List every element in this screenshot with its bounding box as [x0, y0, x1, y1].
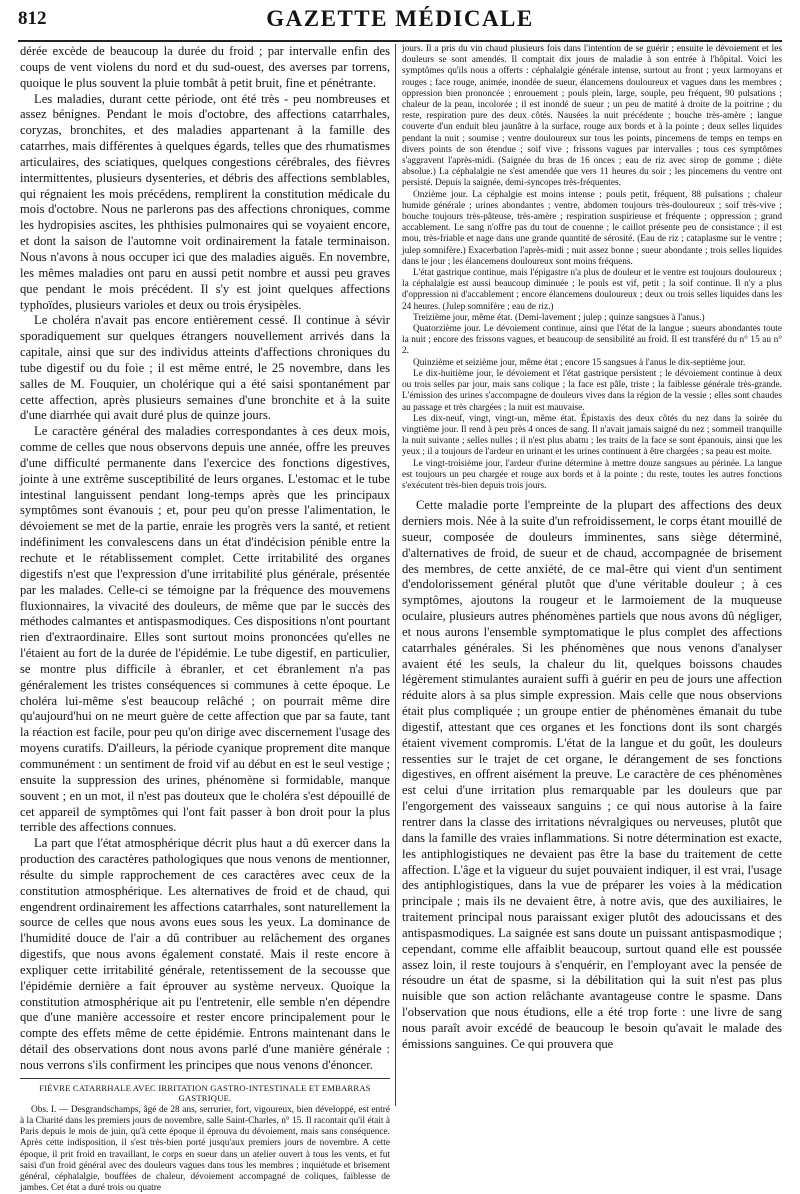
- left-observation: [20, 1105, 390, 1194]
- paragraph-maladies: Les maladies, durant cette période, ont été très - peu nombreuses et assez bénignes. Pendant le mois d'octobre, des affections catarrhales, coryzas, bronchites, et des maladies appartenant à la famille des catarrhes, mais différentes à quelques égards, telles que des rhumatismes articulaires, des sciatiques, quelques congestions cérébrales, des fièvres intermittentes, plusieurs dysenteries, et débris des affections semblables, qui régnaient les mois précédens, remplirent la constitution médicale du mois d'octobre. Nous ne parlerons pas des affections chroniques, comme les hydropisies ascites, les phthisies pulmonaires qui se voyaient encore, et dont la saison de l'automne voit ordinairement la fatale terminaison. Nous n'avons à nous occuper ici que des maladies aiguës. En novembre, les mêmes maladies ont paru en aussi petit nombre et aussi peu graves que pendant le mois précédent. Il s'y est joint quelques affections typhoïdes, plusieurs varioles et deux ou trois érysipèles.: [20, 91, 390, 312]
- day-19-21: Les dix-neuf, vingt, vingt-un, même état. Épistaxis des deux côtés du nez dans la soirée du vingtième jour. Il rend à peu près 4 onces de sang. Il n'avait jamais saigné du nez ; sommeil tranquille la nuit suivante ; selles nulles ; il n'est plus abattu ; les traits de la face se sont épanouis, ainsi que les yeux ; il a toujours de l'ardeur en urinant et les urines continuent à être chargées ; sa peau est moite.: [402, 413, 782, 458]
- right-observation: [402, 44, 782, 492]
- section-heading-line1: FIÈVRE CATARRHALE AVEC IRRITATION GASTRO-INTESTINALE ET EMBARRAS: [39, 1082, 371, 1093]
- day-15-16: Quinzième et seizième jour, même état ; encore 15 sangsues à l'anus le dix-septième jour.: [413, 357, 746, 368]
- header-rule: [18, 40, 782, 42]
- paragraph-commentary: Cette maladie porte l'empreinte de la plupart des affections des deux derniers mois. Née à la suite d'un refroidissement, le corps étant mouillé de sueur, composée de douleurs imminentes, sans siège déterminé, d'alternatives de froid, de sueur et de chaud, accompagnée de brisement des membres, de cette anxiété, de ce mal-être qui vient d'un sentiment d'endolorissement général plutôt que d'une véritable douleur ; à ces symptômes, ajoutons la rougeur et le larmoiement de la muqueuse oculaire, plusieurs autres phénomènes partiels que nous avons dû négliger, et nous aurons l'ensemble symptomatique le plus complet des affections catarrhales générales. Si les phénomènes que nous venons d'analyser avaient été les seuls, la chaleur du lit, quelques boissons chaudes légèrement stimulantes auraient suffi à guérir en peu de jours une affection réduite alors à sa plus simple expression. Mais celle que nous observions était plus compliquée ; un groupe entier de phénomènes émanait du tube digestif, attestant que ces organes et les fonctions dont ils sont chargés étaient vivement compromis. L'état de la langue et du goût, les douleurs ressenties sur le trajet de cet organe, le dérangement de ses fonctions digestives, en offrent aisément la preuve. Le caractère de ces phénomènes est celui d'une irritation plus remarquable par les douleurs que par l'engorgement des vaisseaux sanguins ; ce qui nous autorise à la faire rentrer dans la classe des irritations névralgiques ou nerveuses, plutôt que dans la famille des vraies inflammations. Si notre détermination est exacte, les antiphlogistiques ne devaient pas être la base du traitement de cette affection. L'âge et la vigueur du sujet pouvaient indiquer, il est vrai, l'usage des antiphlogistiques, dans la vue de préparer les voies à la médication principale ; mais ils ne devaient être, à notre avis, que des auxiliaires, le traitement principal nous paraissant exiger plutôt des adoucissans et des antispasmodiques. La saignée est sans doute un puissant antispasmodique ; cependant, comme elle affaiblit beaucoup, surtout quand elle est poussée assez loin, il reste toujours à s'enquérir, en l'employant avec la pensée de résoudre un état de spasme, si la débilitation qui la suit n'est pas plus nuisible que son action relâchante avantageuse contre le spasme. Dans l'observation que nous étudions, elle a été trop forte : une livre de sang nous paraît avoir excédé de beaucoup le besoin qu'avait le malade des émissions sanguines. Ce qui prouvera que: [402, 498, 782, 1051]
- day-11: Onzième jour. La céphalgie est moins intense ; pouls petit, fréquent, 88 pulsations ; chaleur humide générale ; urines abondantes ; ventre, abdomen toujours très-douloureux ; soif très-vive ; bouche toujours très-pâteuse, très-amère ; respiration suspirieuse et fréquente ; oppression ; grand accablement. Le sang n'offre pas du tout de couenne ; le caillot présente peu de consistance ; il est mou, très-friable et nage dans une grande quantité de sérosité. (Eau de riz ; cataplasme sur le ventre ; julep somnifère.) Exacerbation l'après-midi ; nuit assez bonne ; sueur abondante ; trois selles liquides dans le jour ; les élancemens douloureux sont moins fréquens.: [402, 189, 782, 267]
- observation-1: Obs. I. — Desgrandschamps, âgé de 28 ans, serrurier, fort, vigoureux, bien développé, est entré à la Charité dans les premiers jours de novembre, salle Saint-Charles, n° 15. Il racontait qu'il était à Paris depuis le mois de juin, qu'à cette époque il éprouva du dévoiement, mais sans conséquence. Après cette indisposition, il s'est très-bien porté jusqu'aux premiers jours de novembre. A cette époque, il prit froid en travaillant, le corps en sueur dans un atelier ouvert à tous les vents, et fut saisi d'un froid général avec des douleurs vagues dans tous les membres ; inquiétude et brisement général, céphalalgie, bouffées de chaleur, dévoiement accompagné de coliques, faiblesse de jambes. Cet état a duré trois ou quatre: [20, 1104, 390, 1194]
- day-12: L'état gastrique continue, mais l'épigastre n'a plus de douleur et le ventre est toujours douloureux ; la céphalalgie est aussi beaucoup diminuée ; le pouls est vif, petit ; la soif continue. Il n'y a plus d'oppression ni d'accablement ; encore élancemens douloureux ; deux ou trois selles liquides dans les 24 heures. (Julep somnifère ; eau de riz.): [402, 268, 782, 312]
- paragraph-caractere: Le caractère général des maladies correspondantes à ces deux mois, comme de celles que nous observons depuis une année, offre les preuves d'une difficulté permanente dans l'exercice des fonctions digestives, jointe à une extrême susceptibilité de leurs organes. L'estomac et le tube intestinal languissent pendant long-temps après que les principaux symptômes sont évanouis ; et, pour peu qu'on presse l'alimentation, le dévoiement se met de la partie, enraie les progrès vers la santé, et retient indéfiniment les convalescens dans un état d'indécision pénible entre la rechute et le rétablissement complet. Cette irritabilité des organes digestifs n'est que l'expression d'une irritabilité plus générale, présentée par les malades. Celle-ci se témoigne par la fréquence des mouvemens fluxionnaires, la vivacité des douleurs, de même que par le succès des méthodes calmantes et antispasmodiques. Ces dispositions n'ont pourtant rien d'extraordinaire. Elles sont surtout moins prononcées qu'elles ne l'étaient au fort de la durée de l'épidémie. Le tube digestif, en particulier, se montre plus difficile à ébranler, et cet ébranlement n'a pas généralement les tristes conséquences si communes à cette époque. Le choléra lui-même s'est beaucoup relâché ; on pourrait même dire qu'aujourd'hui on ne meurt guère de cette affection que par sa faute, tant la réaction est facile, pour peu qu'on dirige avec discernement l'usage des moyens curatifs. D'ailleurs, la période cyanique proprement dite manque communément : un sentiment de froid vif au début en est le seul vestige ; ensuite la suppression des urines, phénomène si formidable, manque souvent ; en un mot, il n'est pas douteux que le choléra s'est dépouillé de cet appareil de symptômes qui l'ont fait passer à bon droit pour la plus terrible des affections connues.: [20, 424, 390, 835]
- page-number: 812: [18, 8, 47, 29]
- paragraph-atmosphere: La part que l'état atmosphérique décrit plus haut a dû exercer dans la production des caractères pathologiques que nous venons de mentionner, résulte du simple rapprochement de ces caractères avec ceux de la constitution atmosphérique. Les alternatives de froid et de chaud, qui engendrent ordinairement les affections catarrhales, sont naturellement la source de celles que nous avons eues sous les yeux. La dominance de l'humidité douce de l'air a dû contribuer au relâchement des organes digestifs, que nous avons également constaté. Mais il reste encore à expliquer cette irritabilité générale, retentissement de la secousse que l'épidémie dernière a fait éprouver au système nerveux. Quoique la constitution atmosphérique ait pu l'entretenir, elle semble n'en dépendre que d'une manière accessoire et rester encore principalement pour le compte des effets même de cette épidémie. Entrons maintenant dans le détail des observations dont nous avons parlé d'une manière générale : nous verrons s'ils confirment les principes que nous venons d'énoncer.: [20, 836, 390, 1072]
- paragraph-weather: dérée excède de beaucoup la durée du froid ; par intervalle enfin des coups de vent violens du nord et du sud-ouest, des averses par torrens, quoique le plus souvent la pluie tombât à petit bruit, fine et pénétrante.: [20, 44, 390, 90]
- right-commentary: [402, 498, 782, 1053]
- left-column: [20, 44, 390, 1194]
- page-header: [18, 6, 782, 40]
- day-23: Le vingt-troisième jour, l'ardeur d'urine détermine à mettre douze sangsues au périnée. La langue est toujours un peu chargée et rouge aux bords et à la pointe ; du reste, toutes les autres fonctions s'exécutent très-bien depuis trois jours.: [402, 458, 782, 491]
- column-rule: [395, 44, 396, 1106]
- day-18: Le dix-huitième jour, le dévoiement et l'état gastrique persistent ; le dévoiement continue à deux ou trois selles par jour, mais sans colique ; la face est pâle, triste ; la faiblesse générale très-grande. L'émission des urines s'accompagne de douleurs vives dans la région de la vessie ; elles sont chaudes au passage et très chargées ; la nuit est mauvaise.: [402, 368, 782, 413]
- left-body: [20, 44, 390, 1074]
- section-heading-line2: GASTRIQUE.: [178, 1092, 232, 1103]
- day-13: Treizième jour, même état. (Demi-lavement ; julep ; quinze sangsues à l'anus.): [413, 312, 705, 323]
- journal-title: GAZETTE MÉDICALE: [266, 6, 534, 31]
- day-14: Quatorzième jour. Le dévoiement continue, ainsi que l'état de la langue ; sueurs abondantes toute la nuit ; encore des frissons vagues, et beaucoup de sensibilité au froid. Il est transféré du n° 15 au n° 2.: [402, 324, 782, 357]
- observation-1-continued: jours. Il a pris du vin chaud plusieurs fois dans l'intention de se guérir ; ensuite le dévoiement et les douleurs se sont amendés. Il comptait dix jours de maladie à son entrée à l'hôpital. Voici les symptômes qu'ils nous a offerts : céphalalgie générale intense, surtout au front ; yeux larmoyans et rouges ; face rouge, animée, inondée de sueur, élancemens douloureux et vagues dans les membres ; oppression bien prononcée ; enrouement ; pouls plein, large, souple, peu fréquent, 90 pulsations ; chaleur de la peau, incolorée ; il est inondé de sueur ; un peu de matité à droite de la poitrine ; du reste, respiration pure des deux côtés. Nausées la nuit précédente ; bouche très-amère ; langue couverte d'un enduit bleu jaunâtre à la surface, rouge aux bords et à la pointe ; deux selles liquides pendant la nuit ; soumise ; ventre douloureux sur tous les points, pincemens de temps en temps en divers points de son étendue ; soif vive ; frissons vagues par intervalles ; tous ces symptômes s'aggravent l'après-midi. (Saignée du bras de 16 onces ; eau de riz avec sirop de gomme ; diète absolue.) La céphalalgie ne s'est amendée que vers 11 heures du soir ; les pincemens du ventre ont persisté. Depuis la saignée, demi-syncopes très-fréquentes.: [402, 44, 782, 189]
- paragraph-cholera: Le choléra n'avait pas encore entièrement cessé. Il continue à sévir sporadiquement sur quelques étrangers nouvellement arrivés dans la capitale, ainsi que sur des individus atteints d'affections chroniques du tube digestif ou du foie ; il est même entré, le 25 novembre, dans les salles de M. Fouquier, un cholérique qui a été saisi spontanément par cette affection, après plusieurs semaines d'une bronchite et à la suite d'une diarrhée qui avait duré plus de quinze jours.: [20, 313, 390, 423]
- section-heading: [20, 1078, 390, 1103]
- right-column: [402, 44, 782, 1110]
